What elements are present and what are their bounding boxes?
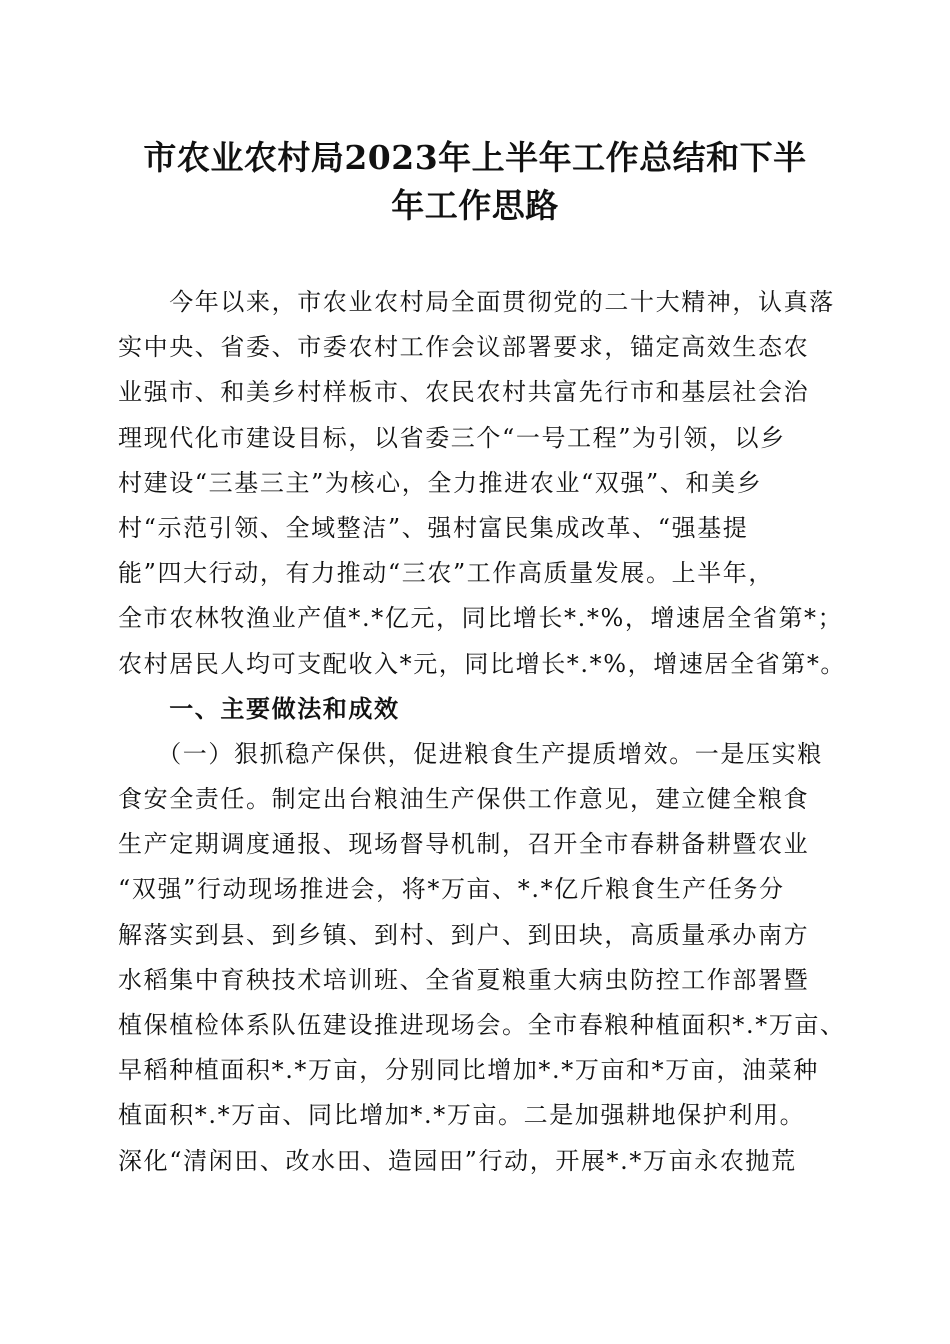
paragraph-line: “双强”行动现场推进会，将*万亩、*.*亿斤粮食生产任务分 <box>118 875 785 904</box>
title-line: 年工作思路 <box>391 186 559 225</box>
paragraph-line: 早稻种植面积*.*万亩，分别同比增加*.*万亩和*万亩，油菜种 <box>118 1056 819 1085</box>
paragraph-line: 理现代化市建设目标，以省委三个“一号工程”为引领，以乡 <box>118 423 786 452</box>
paragraph-line: （一）狠抓稳产保供，促进粮食生产提质增效。一是压实粮 <box>118 739 823 768</box>
paragraph-line: 业强市、和美乡村样板市、农民农村共富先行市和基层社会治 <box>118 378 810 407</box>
document-title <box>110 134 840 230</box>
paragraph-line: 农村居民人均可支配收入*元，同比增长*.*%，增速居全省第*。 <box>118 649 847 678</box>
paragraph-line: 深化“清闲田、改水田、造园田”行动，开展*.*万亩永农抛荒 <box>118 1146 797 1175</box>
paragraph-line: 能”四大行动，有力推动“三农”工作高质量发展。上半年， <box>118 559 775 588</box>
paragraph-line: 今年以来，市农业农村局全面贯彻党的二十大精神，认真落 <box>118 288 835 316</box>
section-heading: 一、主要做法和成效 <box>118 694 400 723</box>
paragraph-line: 食安全责任。制定出台粮油生产保供工作意见，建立健全粮食 <box>118 785 810 814</box>
paragraph-line: 实中央、省委、市委农村工作会议部署要求，锚定高效生态农 <box>118 333 810 362</box>
title-line: 市农业农村局2023年上半年工作总结和下半 <box>143 138 807 177</box>
paragraph-line: 植保植检体系队伍建设推进现场会。全市春粮种植面积*.*万亩、 <box>118 1011 846 1039</box>
paragraph-line: 全市农林牧渔业产值*.*亿元，同比增长*.*%，增速居全省第*； <box>118 604 844 633</box>
paragraph-line: 植面积*.*万亩、同比增加*.*万亩。二是加强耕地保护利用。 <box>118 1101 806 1130</box>
paragraph-line: 村“示范引领、全域整洁”、强村富民集成改革、“强基提 <box>118 513 749 542</box>
paragraph-line: 生产定期调度通报、现场督导机制，召开全市春耕备耕暨农业 <box>118 830 810 859</box>
document-body <box>118 280 847 1184</box>
paragraph-line: 村建设“三基三主”为核心，全力推进农业“双强”、和美乡 <box>118 468 763 497</box>
paragraph-line: 水稻集中育秧技术培训班、全省夏粮重大病虫防控工作部署暨 <box>118 965 810 994</box>
paragraph-line: 解落实到县、到乡镇、到村、到户、到田块，高质量承办南方 <box>118 920 810 949</box>
document-page <box>118 0 847 1344</box>
